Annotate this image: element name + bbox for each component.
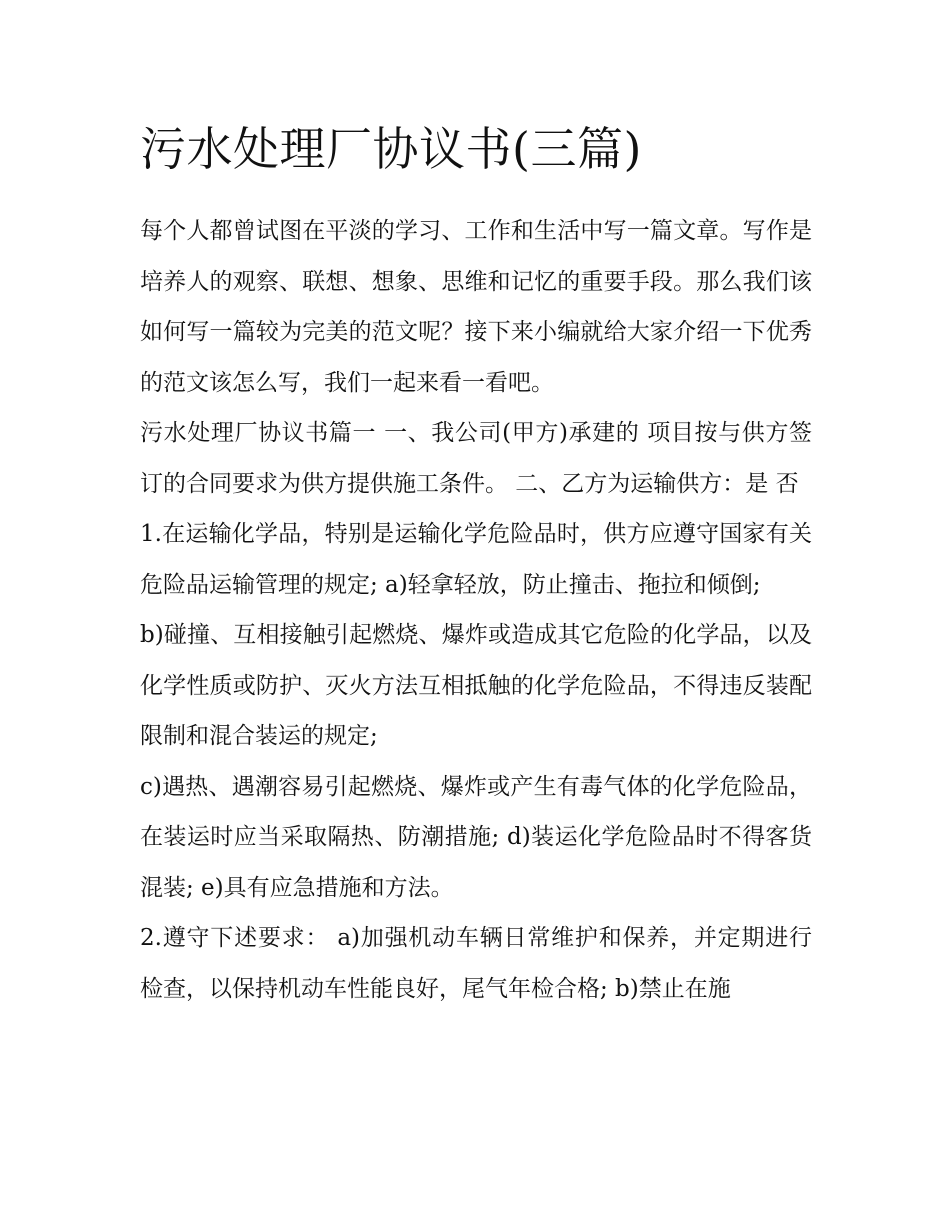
paragraph-item-b: b)碰撞、互相接触引起燃烧、爆炸或造成其它危险的化学品，以及化学性质或防护、灭火方法互相抵触的化学危险品，不得违反装配限制和混合装运的规定; xyxy=(140,622,812,749)
paragraph-intro: 每个人都曾试图在平淡的学习、工作和生活中写一篇文章。写作是培养人的观察、联想、想象、思维和记忆的重要手段。那么我们该如何写一篇较为完美的范文呢？接下来小编就给大家介绍一下优秀的范文该怎么写，我们一起来看一看吧。 xyxy=(140,218,812,396)
document-title: 污水处理厂协议书(三篇) xyxy=(140,122,642,176)
paragraph-item-2: 2.遵守下述要求： a)加强机动车辆日常维护和保养，并定期进行检查，以保持机动车性能良好，尾气年检合格; b)禁止在施 xyxy=(140,925,812,1002)
paragraph-item-1: 1.在运输化学品，特别是运输化学危险品时，供方应遵守国家有关危险品运输管理的规定; a)轻拿轻放，防止撞击、拖拉和倾倒; xyxy=(140,521,812,598)
document-body xyxy=(140,112,812,1014)
paragraph-item-c: c)遇热、遇潮容易引起燃烧、爆炸或产生有毒气体的化学危险品，在装运时应当采取隔热、防潮措施; d)装运化学危险品时不得客货混装; e)具有应急措施和方法。 xyxy=(140,773,812,901)
paragraph-section-one: 污水处理厂协议书篇一 一、我公司(甲方)承建的 项目按与供方签订的合同要求为供方提供施工条件。 二、乙方为运输供方：是 否 xyxy=(140,420,812,497)
